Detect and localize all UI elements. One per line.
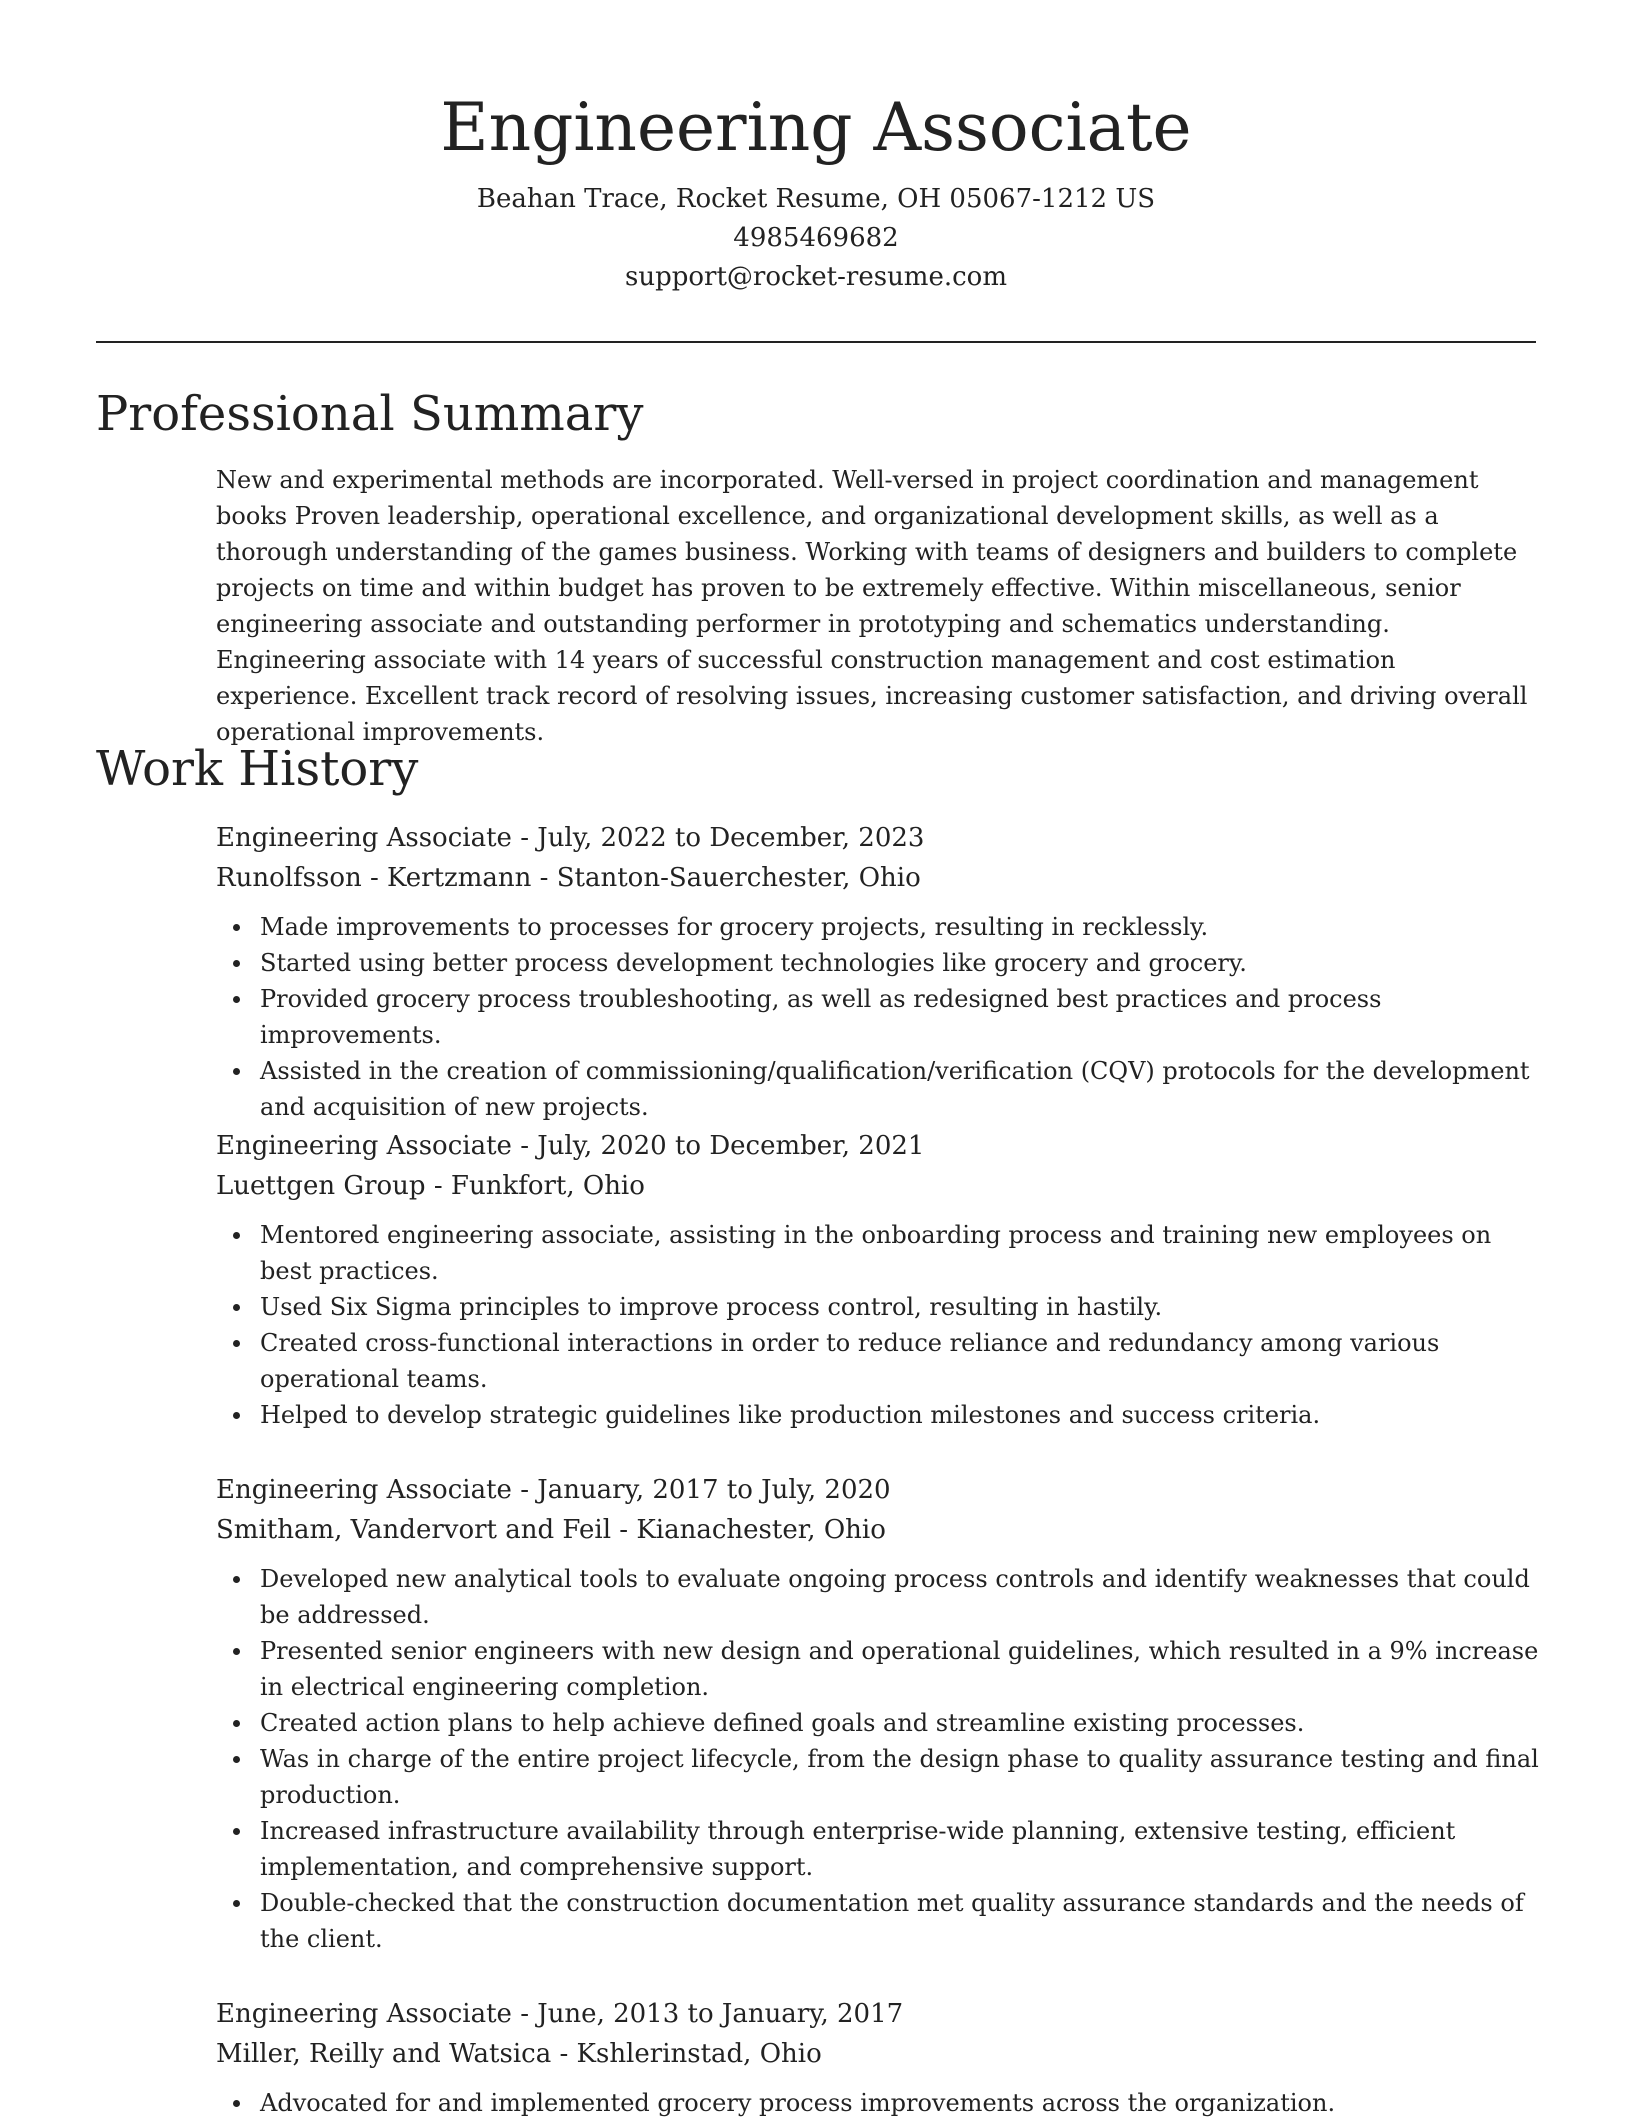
job-company: Runolfsson - Kertzmann (216, 863, 532, 893)
job-bullet-text: Made improvements to processes for grocery projects, resulting in recklessly. (260, 913, 1209, 941)
job-dates: July, 2020 to December, 2021 (537, 1131, 925, 1161)
bullet-dot-icon (233, 1340, 240, 1347)
job-title-line: Engineering Associate - July, 2022 to December, 2023 (216, 823, 925, 853)
bullet-dot-icon (233, 924, 240, 931)
bullet-dot-icon (233, 1412, 240, 1419)
job-dates: January, 2017 to July, 2020 (537, 1475, 891, 1505)
job-bullet-text: Started using better process development technologies like grocery and grocery. (260, 949, 1247, 977)
job-bullet-text: Double-checked that the construction documentation met quality assurance standards and the needs of the client. (260, 1889, 1524, 1953)
resume-header (96, 84, 1536, 297)
summary-heading: Professional Summary (96, 386, 644, 442)
job-location: Stanton-Sauerchester, Ohio (556, 863, 921, 893)
job-bullet-text: Was in charge of the entire project lifecycle, from the design phase to quality assurance testing and final production. (260, 1745, 1539, 1809)
job-bullet-text: Increased infrastructure availability through enterprise-wide planning, extensive testing, efficient implementation, and comprehensive support. (260, 1817, 1456, 1881)
job-bullet (260, 1813, 1540, 1885)
work-history-heading: Work History (96, 741, 419, 797)
job-bullet (260, 1633, 1540, 1705)
job-bullet-text: Advocated for and implemented grocery process improvements across the organization. (260, 2089, 1336, 2117)
bullet-dot-icon (233, 1720, 240, 1727)
contact-phone: 4985469682 (733, 223, 899, 253)
job-bullet-text: Created action plans to help achieve defined goals and streamline existing processes. (260, 1709, 1305, 1737)
job-bullet-text: Provided grocery process troubleshooting, as well as redesigned best practices and process improvements. (260, 985, 1382, 1049)
summary-text: New and experimental methods are incorporated. Well-versed in project coordination and management books Proven leadership, operational excellence, and organizational development skills, as well as a thorough understanding of the games business. Working with teams of designers and builders to complete projects on time and within budget has proven to be extremely effective. Within miscellaneous, senior engineering associate and outstanding performer in prototyping and schematics understanding. Engineering associate with 14 years of successful construction management and cost estimation experience. Excellent track record of resolving issues, increasing customer satisfaction, and driving overall operational improvements. (216, 466, 1528, 746)
header-divider (96, 341, 1536, 343)
job-company-line: Smitham, Vandervort and Feil - Kianachester, Ohio (216, 1515, 886, 1545)
job-company-line: Luettgen Group - Funkfort, Ohio (216, 1171, 645, 1201)
job-bullet (260, 1289, 1540, 1325)
candidate-name: Engineering Associate (440, 89, 1192, 166)
job-bullet (260, 909, 1540, 945)
job-bullet (260, 1561, 1540, 1633)
job-title: Engineering Associate (216, 1999, 512, 2029)
job-bullet-text: Presented senior engineers with new design and operational guidelines, which resulted in a 9% increase in electrical engineering completion. (260, 1637, 1539, 1701)
job-title: Engineering Associate (216, 1475, 512, 1505)
bullet-dot-icon (233, 1828, 240, 1835)
job-bullet (260, 981, 1540, 1053)
job-company: Smitham, Vandervort and Feil (216, 1515, 612, 1545)
bullet-dot-icon (233, 1900, 240, 1907)
job-bullet-text: Created cross-functional interactions in order to reduce reliance and redundancy among various operational teams. (260, 1329, 1440, 1393)
bullet-dot-icon (233, 2100, 240, 2107)
job-bullet-list (216, 2085, 1540, 2121)
bullet-dot-icon (233, 1232, 240, 1239)
bullet-dot-icon (233, 1756, 240, 1763)
job-title: Engineering Associate (216, 823, 512, 853)
bullet-dot-icon (233, 1648, 240, 1655)
bullet-dot-icon (233, 1068, 240, 1075)
job-location: Funkfort, Ohio (450, 1171, 645, 1201)
job-bullet-text: Used Six Sigma principles to improve process control, resulting in hastily. (260, 1293, 1163, 1321)
job-dates: June, 2013 to January, 2017 (537, 1999, 904, 2029)
bullet-dot-icon (233, 960, 240, 967)
job-entry (216, 1127, 1540, 1433)
job-bullet (260, 1053, 1540, 1125)
contact-address: Beahan Trace, Rocket Resume, OH 05067-1212 US (476, 184, 1156, 214)
job-bullet-text: Assisted in the creation of commissioning/qualification/verification (CQV) protocols for the development and acquisition of new projects. (260, 1057, 1530, 1121)
job-bullet-list (216, 1561, 1540, 1957)
job-dates: July, 2022 to December, 2023 (537, 823, 925, 853)
job-company: Miller, Reilly and Watsica (216, 2039, 552, 2069)
job-bullet (260, 1217, 1540, 1289)
job-bullet-text: Developed new analytical tools to evaluate ongoing process controls and identify weaknesses that could be addressed. (260, 1565, 1530, 1629)
job-bullet-list (216, 1217, 1540, 1433)
bullet-dot-icon (233, 1304, 240, 1311)
job-location: Kianachester, Ohio (636, 1515, 886, 1545)
job-entry (216, 1471, 1540, 1957)
job-bullet (260, 945, 1540, 981)
job-title: Engineering Associate (216, 1131, 512, 1161)
job-bullet (260, 1885, 1540, 1957)
contact-email: support@rocket-resume.com (624, 262, 1007, 292)
job-bullet-list (216, 909, 1540, 1125)
job-bullet (260, 2085, 1540, 2121)
job-title-line: Engineering Associate - July, 2020 to December, 2021 (216, 1131, 925, 1161)
bullet-dot-icon (233, 996, 240, 1003)
job-bullet (260, 1705, 1540, 1741)
bullet-dot-icon (233, 1576, 240, 1583)
job-company-line: Miller, Reilly and Watsica - Kshlerinstad, Ohio (216, 2039, 822, 2069)
job-bullet (260, 1741, 1540, 1813)
job-entry (216, 819, 1540, 1125)
job-entry (216, 1995, 1540, 2121)
job-bullet (260, 1397, 1540, 1433)
job-bullet-text: Mentored engineering associate, assisting in the onboarding process and training new employees on best practices. (260, 1221, 1492, 1285)
job-title-line: Engineering Associate - June, 2013 to January, 2017 (216, 1999, 904, 2029)
job-company-line: Runolfsson - Kertzmann - Stanton-Sauerchester, Ohio (216, 863, 921, 893)
job-bullet-text: Helped to develop strategic guidelines like production milestones and success criteria. (260, 1401, 1321, 1429)
job-bullet (260, 1325, 1540, 1397)
job-location: Kshlerinstad, Ohio (576, 2039, 822, 2069)
job-title-line: Engineering Associate - January, 2017 to July, 2020 (216, 1475, 891, 1505)
job-company: Luettgen Group (216, 1171, 426, 1201)
